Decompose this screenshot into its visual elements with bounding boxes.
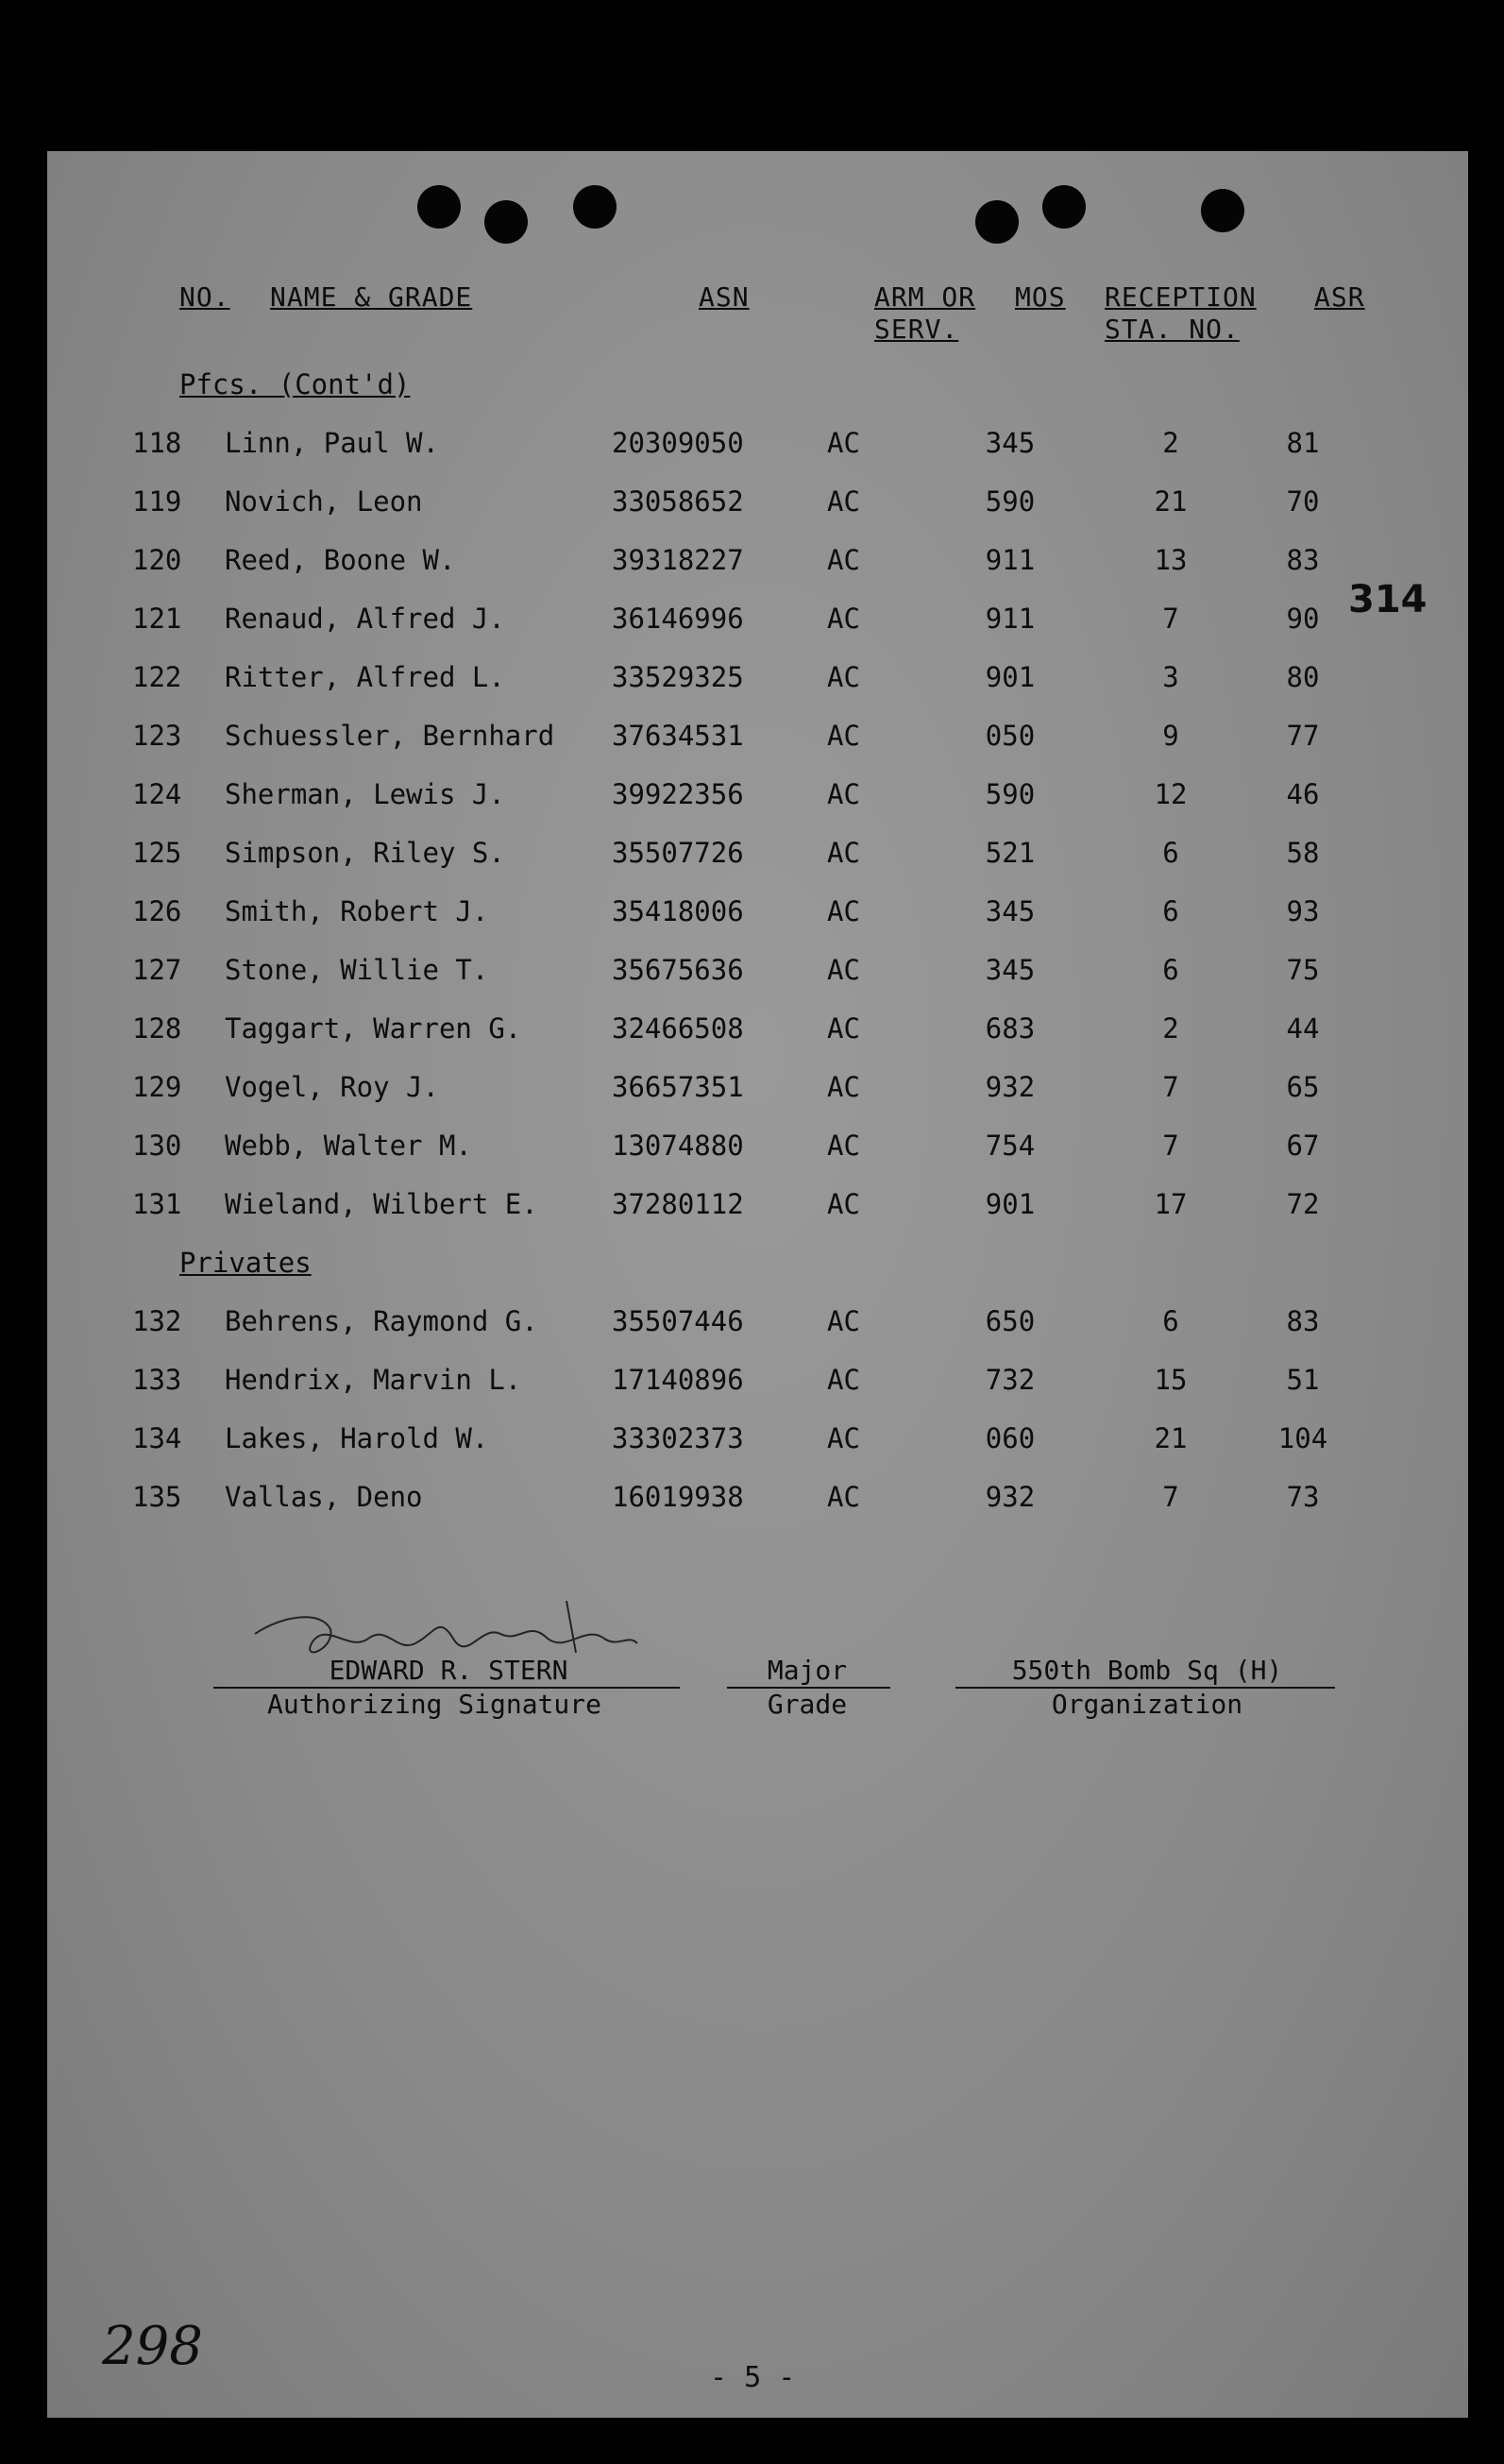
row-mos: 911 bbox=[985, 544, 1036, 576]
row-name: Reed, Boone W. bbox=[225, 544, 456, 576]
row-mos: 345 bbox=[985, 895, 1036, 927]
row-reception: 15 bbox=[1154, 1364, 1188, 1396]
row-arm: AC bbox=[827, 954, 860, 986]
handwritten-number: 298 bbox=[102, 2316, 203, 2377]
row-name: Schuessler, Bernhard bbox=[225, 720, 555, 752]
row-mos: 683 bbox=[985, 1012, 1036, 1045]
row-mos: 345 bbox=[985, 427, 1036, 459]
row-arm: AC bbox=[827, 1012, 860, 1045]
row-reception: 7 bbox=[1162, 1130, 1179, 1162]
table-row bbox=[0, 1481, 1421, 1519]
row-number: 118 bbox=[132, 427, 182, 459]
row-asn: 35675636 bbox=[612, 954, 744, 986]
row-arm: AC bbox=[827, 1071, 860, 1103]
row-arm: AC bbox=[827, 603, 860, 635]
row-number: 123 bbox=[132, 720, 182, 752]
row-name: Webb, Walter M. bbox=[225, 1130, 472, 1162]
row-mos: 345 bbox=[985, 954, 1036, 986]
col-header-asn: ASN bbox=[699, 281, 750, 313]
row-asn: 36146996 bbox=[612, 603, 744, 635]
row-name: Vallas, Deno bbox=[225, 1481, 423, 1513]
authorizer-name: EDWARD R. STERN bbox=[329, 1655, 568, 1686]
row-arm: AC bbox=[827, 427, 860, 459]
row-number: 120 bbox=[132, 544, 182, 576]
table-row bbox=[0, 720, 1421, 757]
row-asr: 58 bbox=[1286, 837, 1320, 869]
row-asn: 35507726 bbox=[612, 837, 744, 869]
row-name: Stone, Willie T. bbox=[225, 954, 489, 986]
row-asn: 35507446 bbox=[612, 1305, 744, 1337]
punch-hole bbox=[484, 200, 528, 244]
table-row bbox=[0, 603, 1421, 640]
row-mos: 050 bbox=[985, 720, 1036, 752]
row-number: 135 bbox=[132, 1481, 182, 1513]
authorizer-caption: Authorizing Signature bbox=[266, 1689, 601, 1720]
row-asn: 17140896 bbox=[612, 1364, 744, 1396]
row-arm: AC bbox=[827, 1422, 860, 1454]
row-asr: 51 bbox=[1286, 1364, 1320, 1396]
row-asn: 33058652 bbox=[612, 485, 744, 518]
row-mos: 901 bbox=[985, 1188, 1036, 1220]
table-row bbox=[0, 544, 1421, 582]
row-arm: AC bbox=[827, 1188, 860, 1220]
row-number: 132 bbox=[132, 1305, 182, 1337]
row-name: Ritter, Alfred L. bbox=[225, 661, 505, 693]
row-mos: 911 bbox=[985, 603, 1036, 635]
grade-value: Major bbox=[767, 1655, 848, 1686]
row-name: Lakes, Harold W. bbox=[225, 1422, 489, 1454]
row-number: 124 bbox=[132, 778, 182, 810]
row-arm: AC bbox=[827, 544, 860, 576]
row-reception: 7 bbox=[1162, 603, 1179, 635]
row-reception: 6 bbox=[1162, 954, 1179, 986]
row-name: Wieland, Wilbert E. bbox=[225, 1188, 538, 1220]
row-name: Vogel, Roy J. bbox=[225, 1071, 439, 1103]
row-asn: 39318227 bbox=[612, 544, 744, 576]
row-asr: 70 bbox=[1286, 485, 1320, 518]
col-header-mos: MOS bbox=[1015, 281, 1066, 313]
row-arm: AC bbox=[827, 661, 860, 693]
col-header-name-grade: NAME & GRADE bbox=[270, 281, 473, 313]
punch-hole bbox=[1201, 189, 1244, 232]
row-asn: 37634531 bbox=[612, 720, 744, 752]
row-asr: 90 bbox=[1286, 603, 1320, 635]
table-row bbox=[0, 1071, 1421, 1109]
row-number: 127 bbox=[132, 954, 182, 986]
table-row bbox=[0, 837, 1421, 875]
row-reception: 6 bbox=[1162, 895, 1179, 927]
row-reception: 6 bbox=[1162, 1305, 1179, 1337]
row-reception: 7 bbox=[1162, 1071, 1179, 1103]
row-asn: 13074880 bbox=[612, 1130, 744, 1162]
row-mos: 650 bbox=[985, 1305, 1036, 1337]
col-header-reception: RECEPTION STA. NO. bbox=[1105, 281, 1257, 345]
row-number: 130 bbox=[132, 1130, 182, 1162]
row-arm: AC bbox=[827, 1481, 860, 1513]
row-number: 128 bbox=[132, 1012, 182, 1045]
margin-stamp-number: 314 bbox=[1348, 578, 1428, 621]
page-number: - 5 - bbox=[710, 2361, 796, 2394]
punch-hole bbox=[975, 200, 1019, 244]
row-name: Sherman, Lewis J. bbox=[225, 778, 505, 810]
row-arm: AC bbox=[827, 720, 860, 752]
row-arm: AC bbox=[827, 837, 860, 869]
col-header-arm-or-serv: ARM OR SERV. bbox=[874, 281, 976, 345]
row-number: 129 bbox=[132, 1071, 182, 1103]
row-asn: 36657351 bbox=[612, 1071, 744, 1103]
row-number: 131 bbox=[132, 1188, 182, 1220]
row-reception: 6 bbox=[1162, 837, 1179, 869]
row-arm: AC bbox=[827, 895, 860, 927]
table-row bbox=[0, 661, 1421, 699]
row-asn: 35418006 bbox=[612, 895, 744, 927]
punch-hole bbox=[417, 185, 461, 229]
organization-caption: Organization bbox=[1051, 1689, 1243, 1720]
row-reception: 9 bbox=[1162, 720, 1179, 752]
row-asr: 75 bbox=[1286, 954, 1320, 986]
section-title: Pfcs. (Cont'd) bbox=[179, 368, 411, 400]
organization-value: 550th Bomb Sq (H) bbox=[1011, 1655, 1283, 1686]
section-title: Privates bbox=[179, 1247, 312, 1279]
row-arm: AC bbox=[827, 1364, 860, 1396]
row-number: 134 bbox=[132, 1422, 182, 1454]
row-asn: 33529325 bbox=[612, 661, 744, 693]
row-asn: 33302373 bbox=[612, 1422, 744, 1454]
row-asr: 46 bbox=[1286, 778, 1320, 810]
row-arm: AC bbox=[827, 1130, 860, 1162]
row-asr: 93 bbox=[1286, 895, 1320, 927]
row-number: 125 bbox=[132, 837, 182, 869]
table-row bbox=[0, 895, 1421, 933]
row-asn: 39922356 bbox=[612, 778, 744, 810]
row-name: Renaud, Alfred J. bbox=[225, 603, 505, 635]
table-row bbox=[0, 1422, 1421, 1460]
row-asn: 16019938 bbox=[612, 1481, 744, 1513]
row-name: Novich, Leon bbox=[225, 485, 423, 518]
row-mos: 521 bbox=[985, 837, 1036, 869]
table-row bbox=[0, 954, 1421, 992]
row-asr: 77 bbox=[1286, 720, 1320, 752]
row-asn: 20309050 bbox=[612, 427, 744, 459]
row-reception: 17 bbox=[1154, 1188, 1188, 1220]
row-reception: 13 bbox=[1154, 544, 1188, 576]
row-asr: 83 bbox=[1286, 544, 1320, 576]
row-asr: 80 bbox=[1286, 661, 1320, 693]
row-mos: 590 bbox=[985, 778, 1036, 810]
col-header-no: NO. bbox=[179, 281, 230, 313]
row-arm: AC bbox=[827, 778, 860, 810]
table-row bbox=[0, 1364, 1421, 1402]
col-header-asr: ASR bbox=[1314, 281, 1365, 313]
row-asr: 104 bbox=[1277, 1422, 1328, 1454]
row-reception: 2 bbox=[1162, 427, 1179, 459]
row-reception: 2 bbox=[1162, 1012, 1179, 1045]
row-asn: 37280112 bbox=[612, 1188, 744, 1220]
row-number: 121 bbox=[132, 603, 182, 635]
row-name: Linn, Paul W. bbox=[225, 427, 439, 459]
row-name: Taggart, Warren G. bbox=[225, 1012, 522, 1045]
row-asr: 44 bbox=[1286, 1012, 1320, 1045]
row-number: 126 bbox=[132, 895, 182, 927]
row-mos: 060 bbox=[985, 1422, 1036, 1454]
table-row bbox=[0, 485, 1421, 523]
row-mos: 732 bbox=[985, 1364, 1036, 1396]
row-name: Behrens, Raymond G. bbox=[225, 1305, 538, 1337]
row-mos: 590 bbox=[985, 485, 1036, 518]
row-name: Simpson, Riley S. bbox=[225, 837, 505, 869]
row-number: 133 bbox=[132, 1364, 182, 1396]
row-asr: 65 bbox=[1286, 1071, 1320, 1103]
row-reception: 12 bbox=[1154, 778, 1188, 810]
table-row bbox=[0, 1130, 1421, 1167]
row-asr: 81 bbox=[1286, 427, 1320, 459]
row-arm: AC bbox=[827, 1305, 860, 1337]
row-mos: 754 bbox=[985, 1130, 1036, 1162]
row-reception: 3 bbox=[1162, 661, 1179, 693]
row-number: 119 bbox=[132, 485, 182, 518]
table-row bbox=[0, 1188, 1421, 1226]
row-number: 122 bbox=[132, 661, 182, 693]
table-row bbox=[0, 778, 1421, 816]
row-reception: 7 bbox=[1162, 1481, 1179, 1513]
row-asr: 72 bbox=[1286, 1188, 1320, 1220]
row-asr: 83 bbox=[1286, 1305, 1320, 1337]
row-name: Smith, Robert J. bbox=[225, 895, 489, 927]
row-asr: 73 bbox=[1286, 1481, 1320, 1513]
row-reception: 21 bbox=[1154, 1422, 1188, 1454]
table-row bbox=[0, 1012, 1421, 1050]
row-mos: 932 bbox=[985, 1481, 1036, 1513]
table-row bbox=[0, 1305, 1421, 1343]
punch-hole bbox=[1042, 185, 1086, 229]
row-asr: 67 bbox=[1286, 1130, 1320, 1162]
punch-hole bbox=[573, 185, 617, 229]
grade-caption: Grade bbox=[767, 1689, 848, 1720]
row-mos: 901 bbox=[985, 661, 1036, 693]
row-name: Hendrix, Marvin L. bbox=[225, 1364, 522, 1396]
row-asn: 32466508 bbox=[612, 1012, 744, 1045]
row-arm: AC bbox=[827, 485, 860, 518]
row-mos: 932 bbox=[985, 1071, 1036, 1103]
row-reception: 21 bbox=[1154, 485, 1188, 518]
table-row bbox=[0, 427, 1421, 465]
